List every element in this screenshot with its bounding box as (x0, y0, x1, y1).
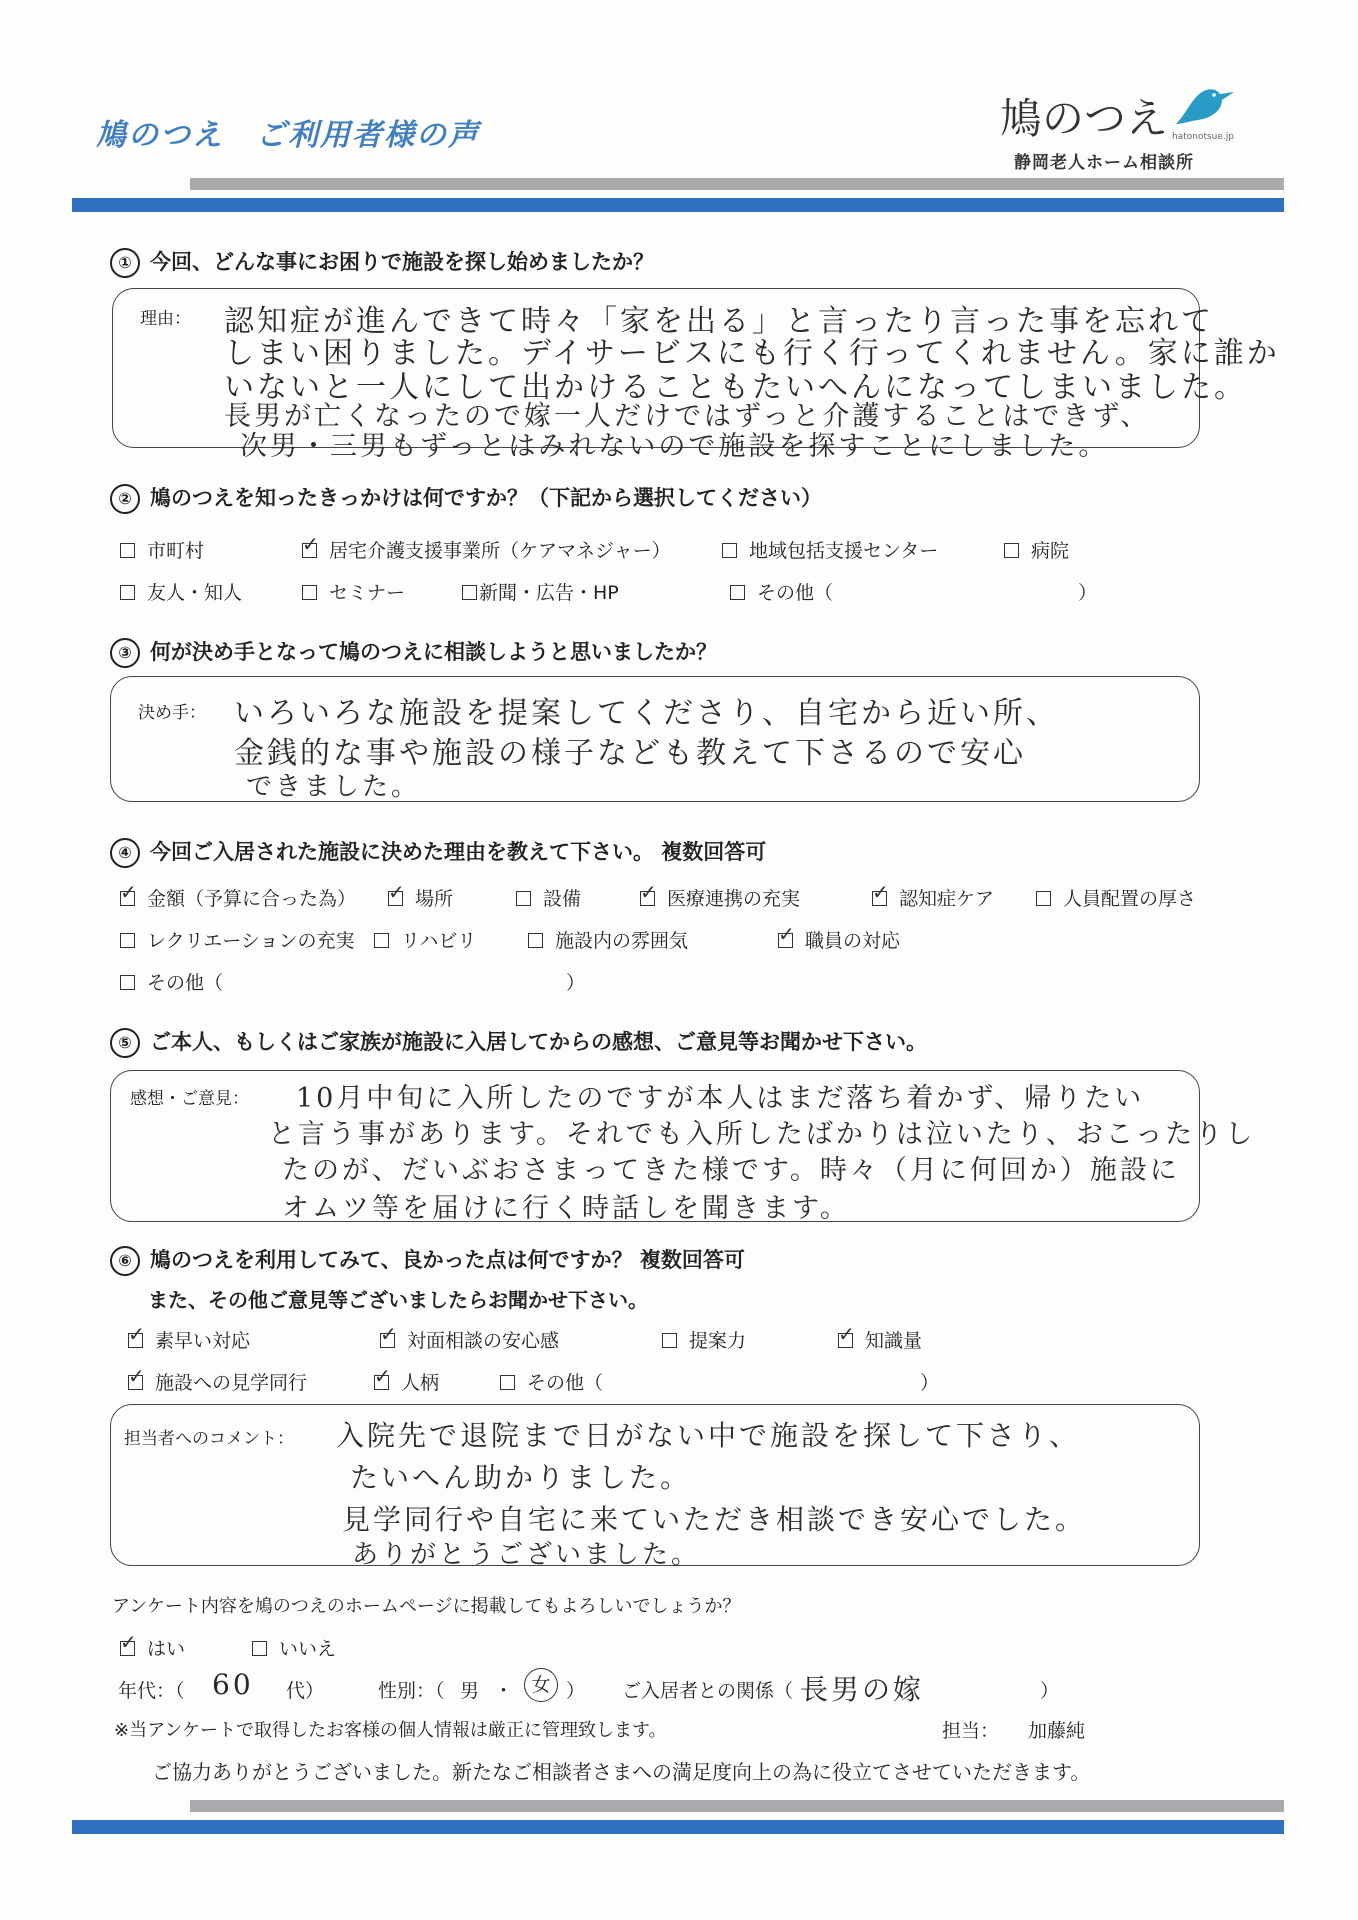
checkbox[interactable] (120, 543, 135, 558)
checkbox[interactable] (838, 1333, 853, 1348)
q6-option[interactable]: ✓ 知識量 (838, 1326, 922, 1353)
q4-option[interactable]: 設備 (516, 884, 581, 911)
q4-option[interactable]: ✓ 認知症ケア (872, 884, 994, 911)
consent-no[interactable]: いいえ (252, 1634, 336, 1661)
gender-close: ） (566, 1680, 586, 1702)
q1-answer-line: いないと一人にして出かけることもたいへんになってしまいました。 (224, 370, 1247, 405)
q6-answer-line: 見学同行や自宅に来ていただき相談でき安心でした。 (342, 1503, 1087, 1536)
consent-question: アンケート内容を鳩のつえのホームページに掲載してもよろしいでしょうか？ (112, 1596, 741, 1617)
q6-answer-line: たいへん助かりました。 (350, 1461, 692, 1494)
gender-label: 性別：（ (378, 1680, 445, 1702)
staff-name: 加藤純 (1028, 1720, 1086, 1742)
checkbox[interactable] (374, 1375, 389, 1390)
q1-answer-line: 次男・三男もずっとはみれないので施設を探すことにしました。 (240, 431, 1109, 462)
q3-answer-line: いろいろな施設を提案してくださり、自宅から近い所、 (234, 696, 1059, 731)
checkbox[interactable] (380, 1333, 395, 1348)
q5-answer-line: オムツ等を届けに行く時話しを聞きます。 (282, 1193, 850, 1224)
logo-url: hatonotsue.jp (1172, 132, 1234, 142)
checkbox[interactable] (528, 933, 543, 948)
relation-label: ご入居者との関係（ (622, 1680, 794, 1702)
checkbox[interactable] (778, 933, 793, 948)
checkbox[interactable] (302, 543, 317, 558)
bird-logo-icon (1172, 84, 1242, 128)
q2-option[interactable]: 病院 (1004, 536, 1069, 563)
checkbox[interactable] (120, 891, 135, 906)
gender-female-circled: 女 (524, 1668, 558, 1702)
q2-option[interactable]: 新聞・広告・HP (462, 578, 619, 605)
q4-option[interactable]: 人員配置の厚さ (1036, 884, 1196, 911)
logo-name: 鳩のつえ (1000, 94, 1169, 143)
checkbox[interactable] (662, 1333, 677, 1348)
q6-option[interactable]: その他（ (500, 1368, 603, 1395)
checkbox[interactable] (120, 1641, 135, 1656)
consent-yes[interactable]: ✓はい (120, 1634, 185, 1661)
q5-answer-line: 10月中旬に入所したのですが本人はまだ落ち着かず、帰りたい (296, 1083, 1145, 1114)
checkbox[interactable] (640, 891, 655, 906)
q2-option[interactable]: その他（ (730, 578, 833, 605)
checkbox[interactable] (120, 975, 135, 990)
q6-close-paren: ） (920, 1372, 940, 1394)
staff-label: 担当： (942, 1720, 1000, 1742)
checkbox[interactable] (388, 891, 403, 906)
q2-option[interactable]: セミナー (302, 578, 405, 605)
thanks-message: ご協力ありがとうございました。新たなご相談者さまへの満足度向上の為に役立てさせていただきます。 (152, 1760, 1091, 1784)
age-suffix: 代） (286, 1680, 325, 1702)
q4-option[interactable]: その他（ (120, 968, 223, 995)
checkbox[interactable] (730, 585, 745, 600)
question-6: ⑥ 鳩のつえを利用してみて、良かった点は何ですか？ 複数回答可 (110, 1244, 745, 1276)
q3-label: 決め手： (138, 703, 206, 723)
question-1: ① 今回、どんな事にお困りで施設を探し始めましたか？ (110, 246, 654, 278)
q3-answer-line: できました。 (246, 772, 421, 802)
checkbox[interactable] (120, 933, 135, 948)
checkbox[interactable] (872, 891, 887, 906)
question-3: ③ 何が決め手となって鳩のつえに相談しようと思いましたか？ (110, 636, 717, 668)
q6-option[interactable]: ✓施設への見学同行 (128, 1368, 307, 1395)
checkbox[interactable] (302, 585, 317, 600)
q1-label: 理由： (140, 309, 191, 329)
q4-option[interactable]: ✓金額（予算に合った為） (120, 884, 356, 911)
q4-option[interactable]: ✓ 医療連携の充実 (640, 884, 800, 911)
q1-answer-line: しまい困りました。デイサービスにも行く行ってくれません。家に誰か (224, 336, 1280, 371)
age-label: 年代：（ (118, 1680, 185, 1702)
logo-subtitle: 静岡老人ホーム相談所 (1014, 153, 1194, 173)
checkbox[interactable] (1004, 543, 1019, 558)
checkbox[interactable] (516, 891, 531, 906)
gender-dot: ・ (494, 1680, 514, 1702)
q6-label: 担当者へのコメント： (124, 1429, 294, 1449)
q4-option[interactable]: 施設内の雰囲気 (528, 926, 688, 953)
checkbox[interactable] (374, 933, 389, 948)
q6-option[interactable]: 提案力 (662, 1326, 746, 1353)
q3-answer-line: 金銭的な事や施設の様子なども教えて下さるので安心 (234, 736, 1026, 771)
q6-answer-line: 入院先で退院まで日がない中で施設を探して下さり、 (336, 1419, 1081, 1452)
page-title: 鳩のつえ ご利用者様の声 (96, 118, 480, 153)
checkbox[interactable] (500, 1375, 515, 1390)
checkbox[interactable] (128, 1333, 143, 1348)
checkbox[interactable] (462, 585, 477, 600)
privacy-note: ※当アンケートで取得したお客様の個人情報は厳正に管理致します。 (114, 1720, 667, 1741)
checkbox[interactable] (120, 585, 135, 600)
q5-label: 感想・ご意見： (130, 1089, 249, 1109)
question-4: ④ 今回ご入居された施設に決めた理由を教えて下さい。 複数回答可 (110, 836, 766, 868)
age-value: 60 (212, 1668, 254, 1701)
q4-option[interactable]: リハビリ (374, 926, 476, 953)
q4-option[interactable]: ✓ 場所 (388, 884, 453, 911)
q4-close-paren: ） (566, 972, 586, 994)
q6-option[interactable]: ✓ 対面相談の安心感 (380, 1326, 559, 1353)
q2-option[interactable]: 市町村 (120, 536, 204, 563)
q4-option[interactable]: ✓ 職員の対応 (778, 926, 900, 953)
question-2: ② 鳩のつえを知ったきっかけは何ですか？（下記から選択してください） (110, 482, 822, 514)
q2-close-paren: ） (1078, 582, 1098, 604)
checkbox[interactable] (722, 543, 737, 558)
relation-value: 長男の嫁 (800, 1673, 925, 1706)
footer-blue-bar (72, 1820, 1284, 1834)
q6-option[interactable]: ✓素早い対応 (128, 1326, 250, 1353)
q1-answer-line: 長男が亡くなったので嫁一人だけではずっと介護することはできず、 (224, 401, 1151, 432)
footer-grey-bar (190, 1800, 1284, 1812)
q2-option[interactable]: ✓ 居宅介護支援事業所（ケアマネジャー） (302, 536, 671, 563)
q1-answer-line: 認知症が進んできて時々「家を出る」と言ったり言った事を忘れて (224, 304, 1214, 339)
q2-option[interactable]: 友人・知人 (120, 578, 242, 605)
checkbox[interactable] (1036, 891, 1051, 906)
header-blue-bar (72, 198, 1284, 212)
checkbox[interactable] (128, 1375, 143, 1390)
q5-answer-line: たのが、だいぶおさまってきた様です。時々（月に何回か）施設に (282, 1155, 1180, 1186)
q5-answer-line: と言う事があります。それでも入所したばかりは泣いたり、おこったりし (268, 1119, 1256, 1150)
relation-close: ） (1040, 1680, 1060, 1702)
q4-option[interactable]: レクリエーションの充実 (120, 926, 354, 953)
header-grey-bar (190, 178, 1284, 190)
question-6-sub: また、その他ご意見等ございましたらお聞かせ下さい。 (148, 1288, 648, 1312)
q6-answer-line: ありがとうございました。 (352, 1540, 701, 1570)
checkbox[interactable] (252, 1641, 267, 1656)
gender-male: 男 (460, 1680, 480, 1702)
q6-option[interactable]: ✓ 人柄 (374, 1368, 439, 1395)
question-5: ⑤ ご本人、もしくはご家族が施設に入居してからの感想、ご意見等お聞かせ下さい。 (110, 1026, 927, 1058)
q2-option[interactable]: 地域包括支援センター (722, 536, 938, 563)
